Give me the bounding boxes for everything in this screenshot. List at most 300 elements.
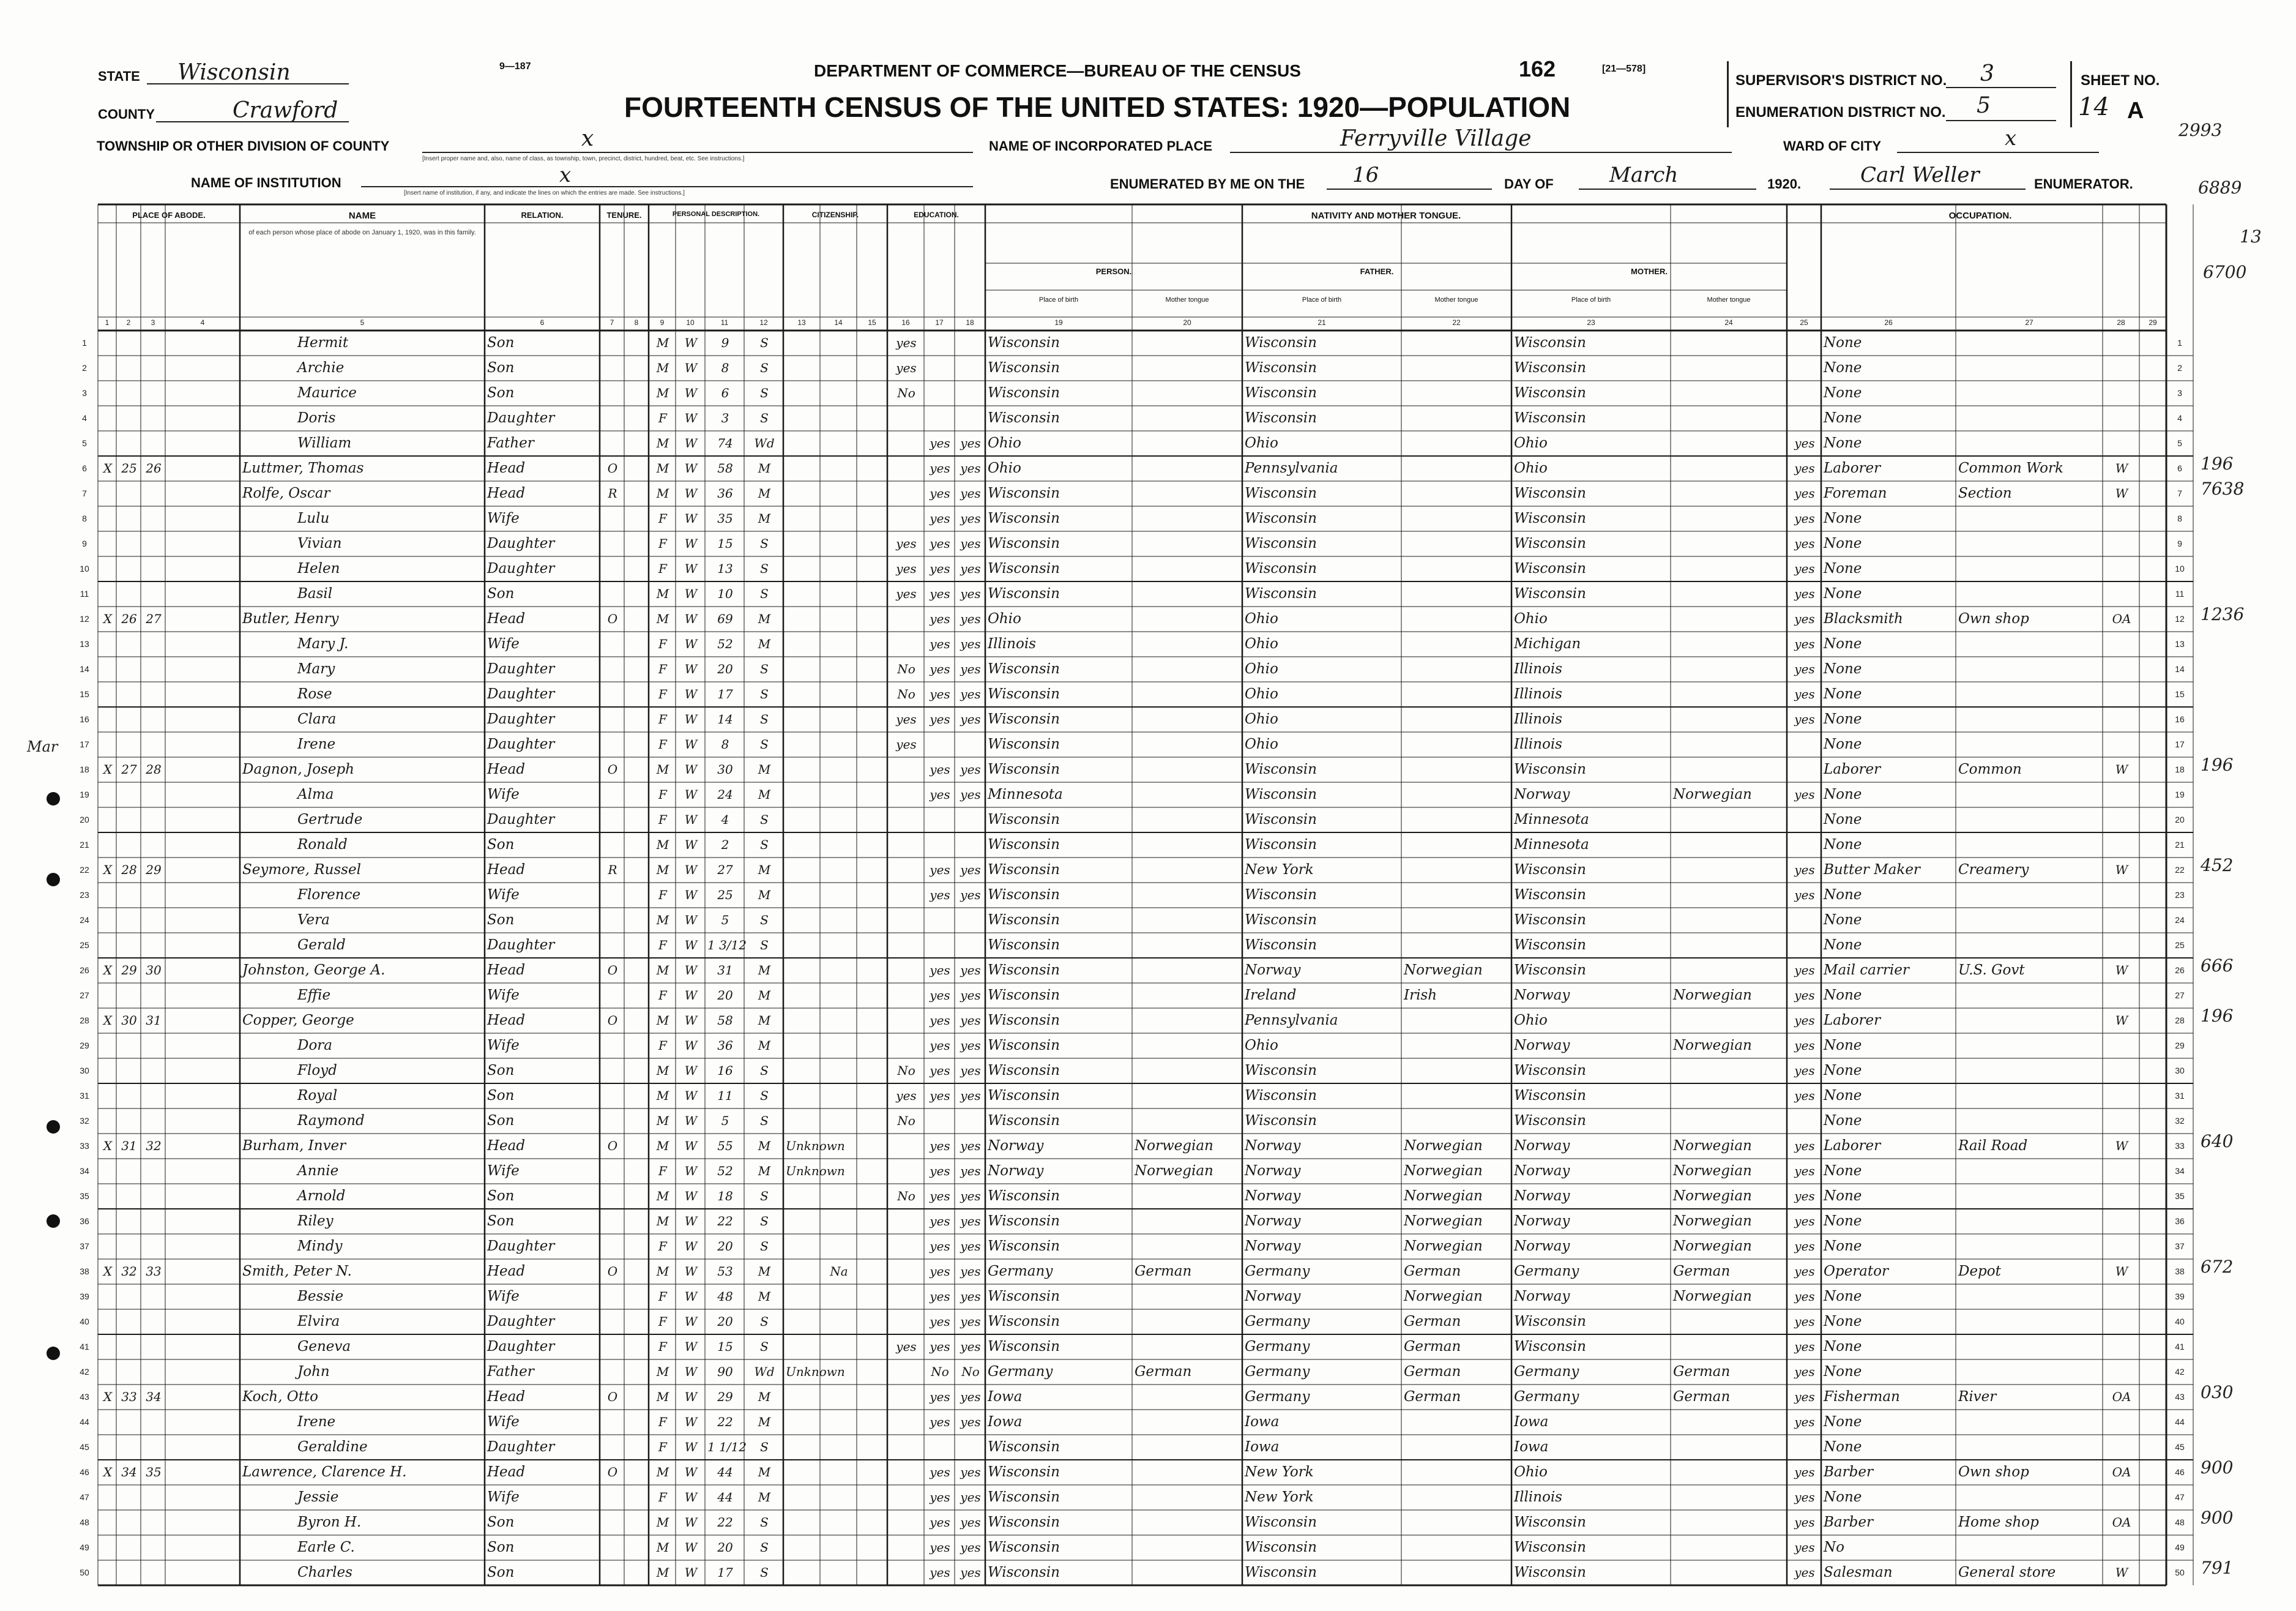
cell-ms: S xyxy=(760,913,769,927)
cell-sex: F xyxy=(658,1239,667,1254)
column-number: 26 xyxy=(1884,318,1893,327)
cell-sch: yes xyxy=(896,361,917,375)
cell-cls: OA xyxy=(2112,611,2131,626)
cell-mb: Michigan xyxy=(1514,636,1581,652)
cell-ft: German xyxy=(1404,1263,1461,1279)
cell-wr: yes xyxy=(960,1264,981,1279)
cell-ms: S xyxy=(760,586,769,601)
line-number: 49 xyxy=(2175,1542,2185,1552)
cell-rd: yes xyxy=(930,988,950,1003)
cell-pb: Wisconsin xyxy=(988,1339,1060,1355)
line-number: 37 xyxy=(80,1241,89,1251)
cell-mb: Wisconsin xyxy=(1514,937,1586,953)
cell-rel: Head xyxy=(487,611,526,627)
cell-oc: None xyxy=(1824,335,1862,351)
column-number: 1 xyxy=(105,318,110,327)
cell-fb: Ohio xyxy=(1245,636,1278,652)
column-number: 15 xyxy=(868,318,876,327)
cell-en: yes xyxy=(1794,1189,1815,1203)
line-number: 2 xyxy=(82,363,87,373)
group-place-of-abode: PLACE OF ABODE. xyxy=(132,211,206,220)
column-number: 18 xyxy=(966,318,974,327)
cell-mb: Norway xyxy=(1514,1163,1570,1179)
line-number: 44 xyxy=(80,1417,89,1427)
cell-sex: F xyxy=(658,511,667,526)
cell-rel: Daughter xyxy=(487,536,555,551)
cell-name: Helen xyxy=(297,561,340,577)
cell-oc: None xyxy=(1824,1339,1862,1355)
cell-ind: Creamery xyxy=(1958,862,2029,878)
cell-race: W xyxy=(684,988,698,1003)
cell-en: yes xyxy=(1794,1314,1815,1329)
cell-st: X xyxy=(103,862,113,877)
form-number: 9—187 xyxy=(499,61,531,72)
sheet-label: SHEET NO. xyxy=(2081,72,2160,89)
cell-oc: None xyxy=(1824,1163,1862,1179)
line-number: 25 xyxy=(80,940,89,950)
cell-sex: M xyxy=(656,862,669,877)
cell-fb: Ohio xyxy=(1245,661,1278,677)
line-number: 17 xyxy=(2175,739,2185,749)
line-number: 32 xyxy=(2175,1116,2185,1126)
cell-rd: yes xyxy=(930,561,950,576)
cell-sex: F xyxy=(658,536,667,551)
line-number: 8 xyxy=(2177,514,2182,523)
column-number: 14 xyxy=(834,318,843,327)
cell-fb: Ohio xyxy=(1245,736,1278,752)
cell-wr: yes xyxy=(960,1389,981,1404)
cell-age: 14 xyxy=(717,712,733,727)
cell-rd: yes xyxy=(930,1490,950,1504)
cell-sex: F xyxy=(658,411,667,425)
cell-rel: Daughter xyxy=(487,1314,555,1329)
cell-name: Mary J. xyxy=(297,636,349,652)
cell-pb: Ohio xyxy=(988,460,1021,476)
cell-race: W xyxy=(684,637,698,651)
cell-mb: Ohio xyxy=(1514,611,1548,627)
cell-age: 36 xyxy=(717,486,733,501)
cell-pb: Wisconsin xyxy=(988,812,1060,828)
cell-name: Lulu xyxy=(297,510,330,526)
line-number: 21 xyxy=(2175,840,2185,850)
margin-note: 196 xyxy=(2201,1006,2234,1026)
cell-rd: yes xyxy=(930,1013,950,1028)
cell-name: Rolfe, Oscar xyxy=(242,485,330,501)
cell-wr: yes xyxy=(960,712,981,727)
cell-name: Elvira xyxy=(297,1314,340,1329)
cell-sch: yes xyxy=(896,1088,917,1103)
cell-en: yes xyxy=(1794,1339,1815,1354)
line-number: 8 xyxy=(82,514,87,523)
cell-wr: yes xyxy=(960,963,981,977)
cell-ms: M xyxy=(758,461,771,476)
cell-name: Johnston, George A. xyxy=(242,962,386,978)
cell-ind: Own shop xyxy=(1958,611,2029,627)
cell-rd: yes xyxy=(930,1339,950,1354)
cell-rd: yes xyxy=(930,1415,950,1429)
cell-oc: None xyxy=(1824,736,1862,752)
cell-hm: O xyxy=(607,461,618,476)
cell-sex: F xyxy=(658,1440,667,1454)
cell-ms: S xyxy=(760,687,769,701)
cell-mb: Norway xyxy=(1514,1288,1570,1304)
column-number: 6 xyxy=(540,318,545,327)
cell-cls: W xyxy=(2115,963,2128,977)
subhead-tongue: Mother tongue xyxy=(1434,296,1478,304)
cell-wr: yes xyxy=(960,988,981,1003)
cell-pb: Wisconsin xyxy=(988,711,1060,727)
cell-fb: Wisconsin xyxy=(1245,761,1317,777)
cell-cls: OA xyxy=(2112,1465,2131,1479)
cell-mt: Norwegian xyxy=(1673,1138,1752,1154)
line-number: 47 xyxy=(80,1492,89,1502)
cell-race: W xyxy=(684,1138,698,1153)
line-number: 23 xyxy=(80,890,89,900)
cell-sch: No xyxy=(897,1189,915,1203)
cell-en: yes xyxy=(1794,1364,1815,1379)
cell-race: W xyxy=(684,862,698,877)
day-of-label: DAY OF xyxy=(1504,176,1554,192)
cell-pb: Wisconsin xyxy=(988,1213,1060,1229)
cell-rd: yes xyxy=(930,1189,950,1203)
cell-rel: Wife xyxy=(487,1288,520,1304)
cell-race: W xyxy=(684,1013,698,1028)
cell-en: yes xyxy=(1794,1038,1815,1053)
cell-rel: Wife xyxy=(487,1037,520,1053)
cell-ind: Section xyxy=(1958,485,2012,501)
cell-ft: Norwegian xyxy=(1404,1188,1483,1204)
cell-rd: yes xyxy=(930,1389,950,1404)
cell-age: 44 xyxy=(717,1490,733,1504)
cell-race: W xyxy=(684,461,698,476)
cell-mb: Norway xyxy=(1514,1037,1570,1053)
cell-race: W xyxy=(684,386,698,400)
cell-hm: O xyxy=(607,1389,618,1404)
cell-oc: Laborer xyxy=(1824,1138,1881,1154)
line-number: 30 xyxy=(80,1066,89,1075)
cell-mb: Wisconsin xyxy=(1514,335,1586,351)
cell-ms: M xyxy=(758,1013,771,1028)
cell-mb: Wisconsin xyxy=(1514,962,1586,978)
cell-name: Florence xyxy=(297,887,361,903)
cell-pb: Iowa xyxy=(988,1414,1023,1430)
cell-mb: Norway xyxy=(1514,987,1570,1003)
cell-fb: Iowa xyxy=(1245,1439,1280,1455)
line-number: 1 xyxy=(2177,338,2182,348)
cell-mb: Wisconsin xyxy=(1514,1339,1586,1355)
cell-sch: yes xyxy=(896,712,917,727)
cell-race: W xyxy=(684,1515,698,1530)
cell-sex: F xyxy=(658,1289,667,1304)
cell-en: yes xyxy=(1794,1540,1815,1555)
cell-rel: Head xyxy=(487,1389,526,1405)
cell-oc: None xyxy=(1824,435,1862,451)
margin-note: 666 xyxy=(2201,955,2234,976)
cell-rd: yes xyxy=(930,787,950,802)
cell-en: yes xyxy=(1794,1138,1815,1153)
cell-rel: Daughter xyxy=(487,1439,555,1455)
cell-ft: Norwegian xyxy=(1404,1163,1483,1179)
cell-rel: Daughter xyxy=(487,736,555,752)
cell-pb: Wisconsin xyxy=(988,686,1060,702)
line-number: 2 xyxy=(2177,363,2182,373)
cell-en: yes xyxy=(1794,787,1815,802)
cell-wr: No xyxy=(961,1364,980,1379)
line-number: 40 xyxy=(80,1317,89,1326)
cell-rel: Wife xyxy=(487,1163,520,1179)
cell-sex: M xyxy=(656,837,669,852)
cell-oc: None xyxy=(1824,586,1862,602)
enumerated-month: March xyxy=(1609,163,1679,187)
cell-race: W xyxy=(684,712,698,727)
cell-oc: None xyxy=(1824,1063,1862,1078)
cell-age: 48 xyxy=(717,1289,733,1304)
cell-name: Ronald xyxy=(297,837,348,853)
cell-rd: yes xyxy=(930,536,950,551)
column-number: 16 xyxy=(901,318,910,327)
cell-age: 20 xyxy=(717,1540,733,1555)
cell-mb: Ohio xyxy=(1514,1464,1548,1480)
cell-mt: German xyxy=(1673,1389,1731,1405)
cell-sex: F xyxy=(658,888,667,902)
cell-mb: Norway xyxy=(1514,1188,1570,1204)
cell-pb: Ohio xyxy=(988,611,1021,627)
cell-age: 44 xyxy=(717,1465,733,1479)
cell-fb: Wisconsin xyxy=(1245,812,1317,828)
cell-name: Mary xyxy=(297,661,335,677)
cell-sex: M xyxy=(656,1189,669,1203)
cell-rd: yes xyxy=(930,486,950,501)
cell-oc: None xyxy=(1824,887,1862,903)
cell-rel: Father xyxy=(487,1364,534,1380)
cell-dw: 27 xyxy=(146,611,162,626)
cell-ms: S xyxy=(760,1189,769,1203)
cell-en: yes xyxy=(1794,511,1815,526)
cell-fb: Germany xyxy=(1245,1263,1310,1279)
cell-oc: None xyxy=(1824,812,1862,828)
cell-rel: Son xyxy=(487,1088,515,1104)
cell-race: W xyxy=(684,888,698,902)
cell-rd: yes xyxy=(930,1214,950,1228)
census-year: 1920. xyxy=(1767,176,1802,192)
cell-fb: Ireland xyxy=(1245,987,1297,1003)
cell-mb: Norway xyxy=(1514,1138,1570,1154)
line-number: 4 xyxy=(2177,413,2182,423)
cell-oc: None xyxy=(1824,937,1862,953)
cell-dw: 26 xyxy=(146,461,162,476)
cell-oc: None xyxy=(1824,1213,1862,1229)
cell-rd: yes xyxy=(930,461,950,476)
cell-wr: yes xyxy=(960,586,981,601)
subhead-birthplace: Place of birth xyxy=(1038,296,1079,304)
cell-rd: yes xyxy=(930,862,950,877)
cell-mb: Norway xyxy=(1514,1213,1570,1229)
line-number: 27 xyxy=(2175,990,2185,1000)
cell-ms: M xyxy=(758,511,771,526)
cell-name: Mindy xyxy=(297,1238,343,1254)
cell-fb: New York xyxy=(1245,862,1314,878)
cell-fb: Wisconsin xyxy=(1245,1514,1317,1530)
cell-ms: S xyxy=(760,1515,769,1530)
cell-pb: Wisconsin xyxy=(988,586,1060,602)
line-number: 23 xyxy=(2175,890,2185,900)
cell-rd: yes xyxy=(930,963,950,977)
cell-en: yes xyxy=(1794,1088,1815,1103)
cell-hn: 31 xyxy=(121,1138,137,1153)
cell-hn: 26 xyxy=(121,611,137,626)
cell-dw: 29 xyxy=(146,862,162,877)
line-number: 14 xyxy=(80,664,89,674)
cell-ft: German xyxy=(1404,1339,1461,1355)
cell-mt: Norwegian xyxy=(1673,787,1752,802)
cell-race: W xyxy=(684,1063,698,1078)
cell-rel: Son xyxy=(487,360,515,376)
cell-oc: None xyxy=(1824,561,1862,577)
cell-ind: Rail Road xyxy=(1958,1138,2028,1154)
cell-mb: Illinois xyxy=(1514,711,1562,727)
cell-sex: M xyxy=(656,1515,669,1530)
cell-age: 29 xyxy=(717,1389,733,1404)
line-number: 17 xyxy=(80,739,89,749)
enumerator-name: Carl Weller xyxy=(1860,163,1980,187)
cell-name: Copper, George xyxy=(242,1012,354,1028)
cell-name: Byron H. xyxy=(297,1514,362,1530)
cell-mb: Wisconsin xyxy=(1514,1088,1586,1104)
cell-age: 11 xyxy=(717,1088,733,1103)
cell-cls: W xyxy=(2115,1565,2128,1580)
county-value: Crawford xyxy=(233,98,338,123)
cell-sex: M xyxy=(656,361,669,375)
cell-age: 25 xyxy=(717,888,733,902)
cell-age: 2 xyxy=(721,837,729,852)
cell-name: Riley xyxy=(297,1213,334,1229)
line-number: 5 xyxy=(82,438,87,448)
line-number: 46 xyxy=(80,1467,89,1477)
cell-wr: yes xyxy=(960,1138,981,1153)
column-number: 11 xyxy=(720,318,729,327)
cell-oc: None xyxy=(1824,711,1862,727)
cell-name: Luttmer, Thomas xyxy=(242,460,364,476)
enumeration-label: ENUMERATION DISTRICT NO. xyxy=(1735,104,1946,121)
cell-oc: None xyxy=(1824,787,1862,802)
cell-mb: Wisconsin xyxy=(1514,510,1586,526)
cell-oc: None xyxy=(1824,1489,1862,1505)
cell-hn: 27 xyxy=(121,762,137,777)
cell-dw: 35 xyxy=(146,1465,162,1479)
cell-age: 16 xyxy=(717,1063,733,1078)
cell-fb: Wisconsin xyxy=(1245,1539,1317,1555)
cell-pb: Norway xyxy=(988,1163,1044,1179)
cell-en: yes xyxy=(1794,1389,1815,1404)
cell-rel: Head xyxy=(487,1464,526,1480)
cell-pb: Wisconsin xyxy=(988,1288,1060,1304)
cell-wr: yes xyxy=(960,1189,981,1203)
cell-rel: Son xyxy=(487,1113,515,1129)
cell-fb: Wisconsin xyxy=(1245,385,1317,401)
cell-rel: Head xyxy=(487,962,526,978)
column-number: 2 xyxy=(126,318,131,327)
cell-ms: M xyxy=(758,1389,771,1404)
cell-en: yes xyxy=(1794,1565,1815,1580)
line-number: 48 xyxy=(80,1517,89,1527)
cell-rd: yes xyxy=(930,888,950,902)
cell-wr: yes xyxy=(960,787,981,802)
cell-en: yes xyxy=(1794,561,1815,576)
cell-race: W xyxy=(684,787,698,802)
cell-rd: yes xyxy=(930,637,950,651)
cell-en: yes xyxy=(1794,1515,1815,1530)
sheet-value: 14 xyxy=(2078,93,2109,121)
cell-race: W xyxy=(684,662,698,676)
cell-mb: Wisconsin xyxy=(1514,1314,1586,1329)
cell-name: Annie xyxy=(297,1163,339,1179)
cell-age: 8 xyxy=(721,737,729,752)
line-number: 48 xyxy=(2175,1517,2185,1527)
line-number: 30 xyxy=(2175,1066,2185,1075)
line-number: 3 xyxy=(2177,388,2182,398)
column-number: 5 xyxy=(360,318,365,327)
cell-rd: yes xyxy=(930,687,950,701)
cell-race: W xyxy=(684,1239,698,1254)
cell-fb: New York xyxy=(1245,1489,1314,1505)
cell-oc: None xyxy=(1824,1188,1862,1204)
cell-ft: German xyxy=(1404,1389,1461,1405)
cell-fb: Norway xyxy=(1245,1163,1301,1179)
line-number: 42 xyxy=(2175,1367,2185,1377)
cell-sex: M xyxy=(656,586,669,601)
cell-sch: No xyxy=(897,662,915,676)
cell-pb: Wisconsin xyxy=(988,1539,1060,1555)
cell-rd: yes xyxy=(930,1088,950,1103)
cell-ms: S xyxy=(760,812,769,827)
cell-mb: Illinois xyxy=(1514,736,1562,752)
cell-age: 35 xyxy=(717,511,733,526)
enumerated-label: ENUMERATED BY ME ON THE xyxy=(1110,176,1305,192)
cell-oc: None xyxy=(1824,536,1862,551)
cell-rel: Wife xyxy=(487,636,520,652)
cell-wr: yes xyxy=(960,1490,981,1504)
line-number: 41 xyxy=(80,1342,89,1351)
cell-hn: 30 xyxy=(121,1013,137,1028)
cell-ft: German xyxy=(1404,1364,1461,1380)
cell-en: yes xyxy=(1794,536,1815,551)
cell-rd: yes xyxy=(930,1289,950,1304)
line-number: 35 xyxy=(2175,1191,2185,1201)
margin-note: 6889 xyxy=(2198,178,2242,198)
line-number: 47 xyxy=(2175,1492,2185,1502)
cell-fb: Wisconsin xyxy=(1245,787,1317,802)
cell-pb: Wisconsin xyxy=(988,1037,1060,1053)
cell-pb: Wisconsin xyxy=(988,1088,1060,1104)
cell-age: 9 xyxy=(721,335,729,350)
cell-mt: Norwegian xyxy=(1673,1288,1752,1304)
cell-rel: Daughter xyxy=(487,1339,555,1355)
cell-sex: M xyxy=(656,335,669,350)
cell-age: 3 xyxy=(721,411,729,425)
cell-sch: No xyxy=(897,687,915,701)
cell-ms: S xyxy=(760,662,769,676)
cell-name: Vera xyxy=(297,912,330,928)
cell-sex: M xyxy=(656,963,669,977)
cell-name: Irene xyxy=(297,1414,336,1430)
cell-ms: M xyxy=(758,1465,771,1479)
line-number: 12 xyxy=(80,614,89,624)
cell-pt: German xyxy=(1135,1364,1192,1380)
cell-fb: Ohio xyxy=(1245,711,1278,727)
cell-ms: Wd xyxy=(754,1364,775,1379)
cell-name: Maurice xyxy=(297,385,357,401)
cell-name: Charles xyxy=(297,1564,352,1580)
